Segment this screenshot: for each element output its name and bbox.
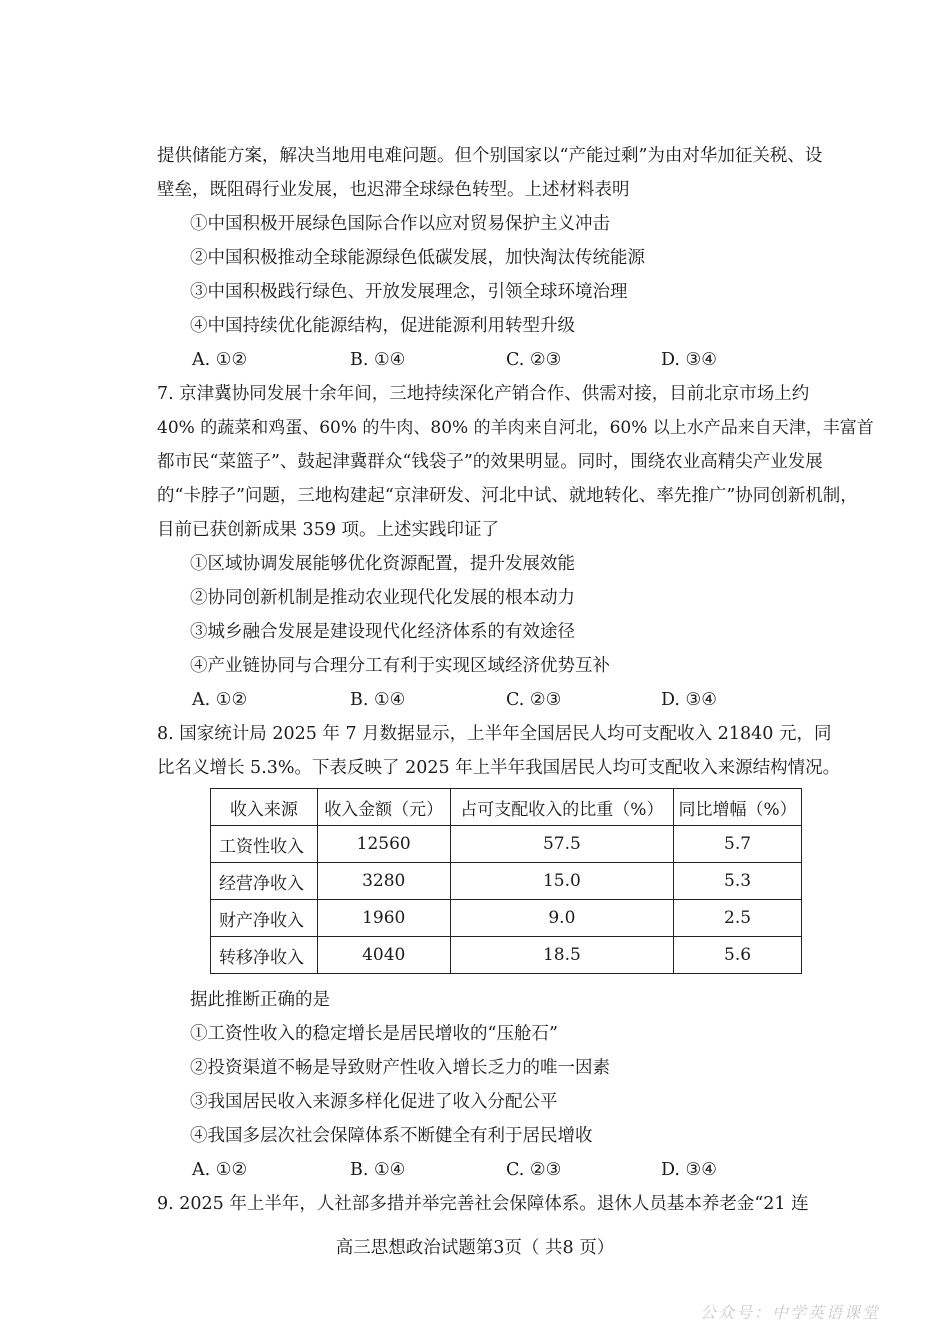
q6-option-1: ①中国积极开展绿色国际合作以应对贸易保护主义冲击 [190,214,610,234]
q8-option-3: ③我国居民收入来源多样化促进了收入分配公平 [190,1092,558,1112]
q7-choice-c[interactable]: C. ②③ [506,690,562,710]
q8-choice-c[interactable]: C. ②③ [506,1160,562,1180]
q6-choice-c[interactable]: C. ②③ [506,350,562,370]
table-cell: 5.6 [674,937,802,974]
q8-line-2: 比名义增长 5.3%。下表反映了 2025 年上半年我国居民人均可支配收入来源结构情况。 [157,758,841,778]
table-cell: 1960 [317,900,450,937]
q6-choice-a[interactable]: A. ①② [192,350,248,370]
q8-stem: 据此推断正确的是 [190,990,330,1010]
table-row [211,937,802,974]
table-cell: 9.0 [450,900,674,937]
q6-line-1: 提供储能方案，解决当地用电难问题。但个别国家以“产能过剩”为由对华加征关税、设 [157,146,823,166]
q9-line-1: 9. 2025 年上半年，人社部多措并举完善社会保障体系。退休人员基本养老金“21 连 [157,1194,809,1214]
table-cell: 5.3 [674,863,802,900]
table-cell: 财产净收入 [211,900,318,937]
table-cell: 2.5 [674,900,802,937]
table-cell: 工资性收入 [211,826,318,863]
q7-line-3: 都市民“菜篮子”、鼓起津冀群众“钱袋子”的效果明显。同时，围绕农业高精尖产业发展 [157,452,823,472]
q8-line-1: 8. 国家统计局 2025 年 7 月数据显示，上半年全国居民人均可支配收入 21840 元，同 [157,724,832,744]
income-source-table [210,788,802,974]
q6-choice-b[interactable]: B. ①④ [350,350,406,370]
watermark: 公众号：中学英语课堂 [699,1303,880,1322]
q7-line-4: 的“卡脖子”问题，三地构建起“京津研发、河北中试、就地转化、率先推广”协同创新机制， [157,486,858,506]
table-cell: 18.5 [450,937,674,974]
table-cell: 5.7 [674,826,802,863]
q6-option-3: ③中国积极践行绿色、开放发展理念，引领全球环境治理 [190,282,628,302]
q7-line-1: 7. 京津冀协同发展十余年间，三地持续深化产销合作、供需对接，目前北京市场上约 [157,384,810,404]
q7-option-3: ③城乡融合发展是建设现代化经济体系的有效途径 [190,622,575,642]
q8-option-1: ①工资性收入的稳定增长是居民增收的“压舱石” [190,1024,558,1044]
page-footer: 高三思想政治试题第3页（ 共8 页） [335,1238,615,1258]
q7-option-2: ②协同创新机制是推动农业现代化发展的根本动力 [190,588,575,608]
table-row [211,863,802,900]
table-cell: 转移净收入 [211,937,318,974]
q6-choice-d[interactable]: D. ③④ [661,350,717,370]
q7-line-2: 40% 的蔬菜和鸡蛋、60% 的牛肉、80% 的羊肉来自河北，60% 以上水产品来自天津，丰富首 [157,418,874,438]
q8-choice-a[interactable]: A. ①② [192,1160,248,1180]
q7-choice-a[interactable]: A. ①② [192,690,248,710]
table-row [211,826,802,863]
q7-option-4: ④产业链协同与合理分工有利于实现区域经济优势互补 [190,656,610,676]
q6-option-4: ④中国持续优化能源结构，促进能源利用转型升级 [190,316,575,336]
table-cell: 经营净收入 [211,863,318,900]
table-cell: 4040 [317,937,450,974]
table-header-cell: 收入金额（元） [317,789,450,826]
q8-choice-b[interactable]: B. ①④ [350,1160,406,1180]
q7-choice-b[interactable]: B. ①④ [350,690,406,710]
q8-option-2: ②投资渠道不畅是导致财产性收入增长乏力的唯一因素 [190,1058,610,1078]
table-cell: 12560 [317,826,450,863]
q7-option-1: ①区域协调发展能够优化资源配置，提升发展效能 [190,554,575,574]
table-cell: 57.5 [450,826,674,863]
table-header-cell: 收入来源 [211,789,318,826]
q8-option-4: ④我国多层次社会保障体系不断健全有利于居民增收 [190,1126,593,1146]
table-cell: 15.0 [450,863,674,900]
table-header-cell: 占可支配收入的比重（%） [450,789,674,826]
q7-choice-d[interactable]: D. ③④ [661,690,717,710]
q6-option-2: ②中国积极推动全球能源绿色低碳发展，加快淘汰传统能源 [190,248,645,268]
q8-choice-d[interactable]: D. ③④ [661,1160,717,1180]
table-header-cell: 同比增幅（%） [674,789,802,826]
q7-line-5: 目前已获创新成果 359 项。上述实践印证了 [157,520,500,540]
table-cell: 3280 [317,863,450,900]
q6-line-2: 壁垒，既阻碍行业发展，也迟滞全球绿色转型。上述材料表明 [157,180,630,200]
table-row [211,900,802,937]
table-header-row [211,789,802,826]
